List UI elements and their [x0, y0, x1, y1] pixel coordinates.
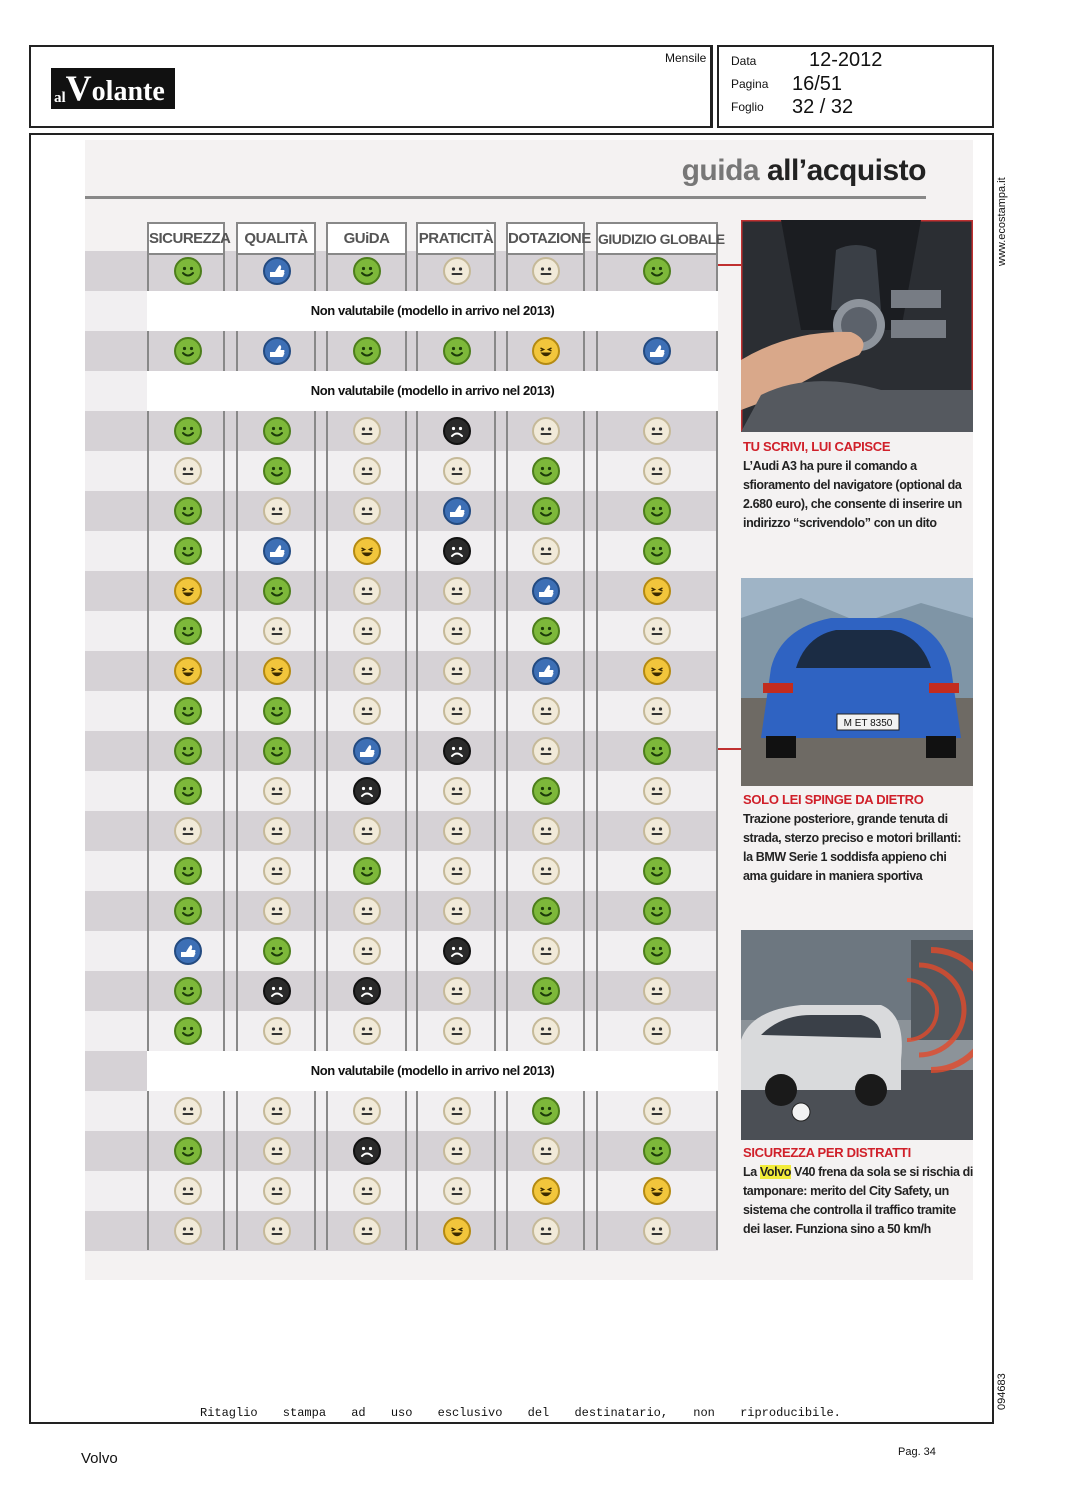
caption-connector: [718, 264, 741, 266]
green-rating-icon: [174, 697, 202, 725]
neutral-rating-icon: [353, 1017, 381, 1045]
thumb-rating-icon: [263, 337, 291, 365]
neutral-rating-icon: [643, 697, 671, 725]
sad-rating-icon: [443, 417, 471, 445]
caption-title-2: SOLO LEI SPINGE DA DIETRO: [743, 792, 924, 807]
caption-title-1: TU SCRIVI, LUI CAPISCE: [743, 439, 891, 454]
neutral-rating-icon: [532, 937, 560, 965]
not-rated-row: Non valutabile (modello in arrivo nel 2013): [147, 371, 718, 411]
green-rating-icon: [174, 1017, 202, 1045]
neutral-rating-icon: [443, 457, 471, 485]
neutral-rating-icon: [443, 577, 471, 605]
green-rating-icon: [532, 777, 560, 805]
sad-rating-icon: [263, 977, 291, 1005]
green-rating-icon: [263, 577, 291, 605]
neutral-rating-icon: [263, 1217, 291, 1245]
neutral-rating-icon: [532, 537, 560, 565]
caption-text-1: L’Audi A3 ha pure il comando a sfioramento del navigatore (optional da 2.680 euro), che consente di inserire un indirizzo “scrivendolo” con un dito: [743, 459, 962, 530]
neutral-rating-icon: [263, 1177, 291, 1205]
green-rating-icon: [532, 897, 560, 925]
neutral-rating-icon: [643, 1017, 671, 1045]
neutral-rating-icon: [643, 1097, 671, 1125]
neutral-rating-icon: [263, 1017, 291, 1045]
thumb-rating-icon: [263, 257, 291, 285]
photo-volvo-v40-city-safety: [741, 930, 973, 1140]
neutral-rating-icon: [532, 1017, 560, 1045]
neutral-rating-icon: [353, 617, 381, 645]
column-header-praticita: PRATICITÀ: [416, 222, 496, 255]
caption-text-3: La Volvo V40 frena da sola se si rischia di tamponare: merito del City Safety, un sistema che controlla il traffico tramite dei laser. Funziona sino a 50 km/h: [743, 1165, 973, 1236]
title-light: guida: [681, 154, 767, 187]
neutral-rating-icon: [443, 1017, 471, 1045]
green-rating-icon: [174, 537, 202, 565]
neutral-rating-icon: [353, 817, 381, 845]
caption-title-3: SICUREZZA PER DISTRATTI: [743, 1145, 911, 1160]
thumb-rating-icon: [532, 577, 560, 605]
green-rating-icon: [174, 977, 202, 1005]
green-rating-icon: [263, 697, 291, 725]
laugh-rating-icon: [532, 1177, 560, 1205]
article-title: [682, 154, 926, 188]
neutral-rating-icon: [532, 817, 560, 845]
neutral-rating-icon: [353, 577, 381, 605]
green-rating-icon: [443, 337, 471, 365]
neutral-rating-icon: [443, 817, 471, 845]
neutral-rating-icon: [263, 617, 291, 645]
column-header-dotazione: DOTAZIONE: [506, 222, 585, 255]
neutral-rating-icon: [443, 257, 471, 285]
green-rating-icon: [263, 937, 291, 965]
page-number: Pag. 34: [898, 1446, 936, 1458]
neutral-rating-icon: [643, 417, 671, 445]
neutral-rating-icon: [443, 1137, 471, 1165]
thumb-rating-icon: [443, 497, 471, 525]
neutral-rating-icon: [443, 617, 471, 645]
meta-value-date: 12-2012: [809, 49, 883, 71]
green-rating-icon: [643, 937, 671, 965]
laugh-rating-icon: [174, 577, 202, 605]
sad-rating-icon: [353, 977, 381, 1005]
green-rating-icon: [174, 777, 202, 805]
green-rating-icon: [532, 497, 560, 525]
neutral-rating-icon: [174, 457, 202, 485]
neutral-rating-icon: [643, 617, 671, 645]
green-rating-icon: [643, 537, 671, 565]
green-rating-icon: [263, 417, 291, 445]
laugh-rating-icon: [263, 657, 291, 685]
neutral-rating-icon: [263, 897, 291, 925]
green-rating-icon: [353, 337, 381, 365]
neutral-rating-icon: [443, 697, 471, 725]
neutral-rating-icon: [263, 857, 291, 885]
neutral-rating-icon: [532, 417, 560, 445]
laugh-rating-icon: [643, 1177, 671, 1205]
laugh-rating-icon: [643, 577, 671, 605]
neutral-rating-icon: [263, 817, 291, 845]
neutral-rating-icon: [174, 1177, 202, 1205]
green-rating-icon: [263, 737, 291, 765]
neutral-rating-icon: [643, 817, 671, 845]
meta-value-sheet: 32 / 32: [792, 96, 854, 118]
frequency-label: Mensile: [665, 51, 707, 65]
publication-logo: alVolante: [51, 68, 175, 109]
green-rating-icon: [174, 1137, 202, 1165]
sad-rating-icon: [353, 1137, 381, 1165]
thumb-rating-icon: [532, 657, 560, 685]
green-rating-icon: [643, 897, 671, 925]
client-name: Volvo: [81, 1450, 118, 1467]
meta-label-sheet: Foglio: [731, 100, 764, 114]
laugh-rating-icon: [532, 337, 560, 365]
thumb-rating-icon: [643, 337, 671, 365]
not-rated-row: Non valutabile (modello in arrivo nel 2013): [147, 1051, 718, 1091]
neutral-rating-icon: [532, 697, 560, 725]
neutral-rating-icon: [174, 1097, 202, 1125]
column-header-guida: GUiDA: [326, 222, 407, 255]
side-code: 094683: [996, 1373, 1008, 1410]
green-rating-icon: [643, 497, 671, 525]
photo-bmw-serie-1: [741, 578, 973, 786]
sad-rating-icon: [443, 937, 471, 965]
laugh-rating-icon: [643, 657, 671, 685]
thumb-rating-icon: [174, 937, 202, 965]
column-header-giudizio-globale: GIUDIZIO GLOBALE: [596, 222, 718, 255]
sad-rating-icon: [353, 777, 381, 805]
neutral-rating-icon: [443, 857, 471, 885]
laugh-rating-icon: [443, 1217, 471, 1245]
neutral-rating-icon: [353, 1097, 381, 1125]
neutral-rating-icon: [443, 777, 471, 805]
green-rating-icon: [353, 857, 381, 885]
meta-value-page: 16/51: [792, 73, 843, 95]
clipping-notice: Ritaglio stampa ad uso esclusivo del destinatario, non riproducibile.: [200, 1406, 841, 1420]
green-rating-icon: [174, 257, 202, 285]
neutral-rating-icon: [532, 857, 560, 885]
neutral-rating-icon: [443, 977, 471, 1005]
neutral-rating-icon: [353, 1217, 381, 1245]
neutral-rating-icon: [174, 1217, 202, 1245]
laugh-rating-icon: [174, 657, 202, 685]
neutral-rating-icon: [532, 257, 560, 285]
neutral-rating-icon: [443, 1177, 471, 1205]
neutral-rating-icon: [443, 657, 471, 685]
green-rating-icon: [263, 457, 291, 485]
neutral-rating-icon: [532, 737, 560, 765]
license-plate: M ET 8350: [843, 718, 893, 729]
neutral-rating-icon: [643, 777, 671, 805]
photo-audi-a3-touchpad: [741, 220, 973, 432]
neutral-rating-icon: [353, 417, 381, 445]
column-header-sicurezza: SICUREZZA: [147, 222, 225, 255]
neutral-rating-icon: [353, 1177, 381, 1205]
column-header-qualita: QUALITÀ: [236, 222, 316, 255]
neutral-rating-icon: [532, 1137, 560, 1165]
neutral-rating-icon: [353, 897, 381, 925]
sad-rating-icon: [443, 737, 471, 765]
thumb-rating-icon: [353, 737, 381, 765]
green-rating-icon: [532, 457, 560, 485]
neutral-rating-icon: [643, 1217, 671, 1245]
neutral-rating-icon: [443, 897, 471, 925]
side-url: www.ecostampa.it: [996, 177, 1008, 266]
neutral-rating-icon: [353, 697, 381, 725]
neutral-rating-icon: [443, 1097, 471, 1125]
green-rating-icon: [174, 857, 202, 885]
highlight-volvo: Volvo: [759, 1165, 791, 1179]
neutral-rating-icon: [263, 1137, 291, 1165]
green-rating-icon: [643, 737, 671, 765]
neutral-rating-icon: [643, 977, 671, 1005]
neutral-rating-icon: [353, 457, 381, 485]
green-rating-icon: [174, 617, 202, 645]
green-rating-icon: [532, 617, 560, 645]
neutral-rating-icon: [643, 457, 671, 485]
caption-text-2: Trazione posteriore, grande tenuta di strada, sterzo preciso e motori brillanti: la BMW Serie 1 soddisfa appieno chi ama guidare in maniera sportiva: [743, 812, 961, 883]
sad-rating-icon: [443, 537, 471, 565]
neutral-rating-icon: [174, 817, 202, 845]
green-rating-icon: [532, 977, 560, 1005]
neutral-rating-icon: [532, 1217, 560, 1245]
neutral-rating-icon: [263, 497, 291, 525]
neutral-rating-icon: [353, 937, 381, 965]
article-scan: [85, 140, 973, 1280]
green-rating-icon: [643, 857, 671, 885]
caption-connector: [718, 748, 741, 750]
neutral-rating-icon: [353, 657, 381, 685]
title-bold: all’acquisto: [766, 154, 926, 187]
meta-label-page: Pagina: [731, 77, 769, 91]
laugh-rating-icon: [353, 537, 381, 565]
green-rating-icon: [174, 497, 202, 525]
title-rule: [85, 196, 926, 199]
green-rating-icon: [174, 337, 202, 365]
neutral-rating-icon: [263, 1097, 291, 1125]
green-rating-icon: [174, 417, 202, 445]
meta-label-date: Data: [731, 54, 757, 68]
green-rating-icon: [532, 1097, 560, 1125]
thumb-rating-icon: [263, 537, 291, 565]
green-rating-icon: [643, 257, 671, 285]
not-rated-row: Non valutabile (modello in arrivo nel 2013): [147, 291, 718, 331]
green-rating-icon: [174, 897, 202, 925]
green-rating-icon: [174, 737, 202, 765]
green-rating-icon: [643, 1137, 671, 1165]
neutral-rating-icon: [263, 777, 291, 805]
neutral-rating-icon: [353, 497, 381, 525]
green-rating-icon: [353, 257, 381, 285]
